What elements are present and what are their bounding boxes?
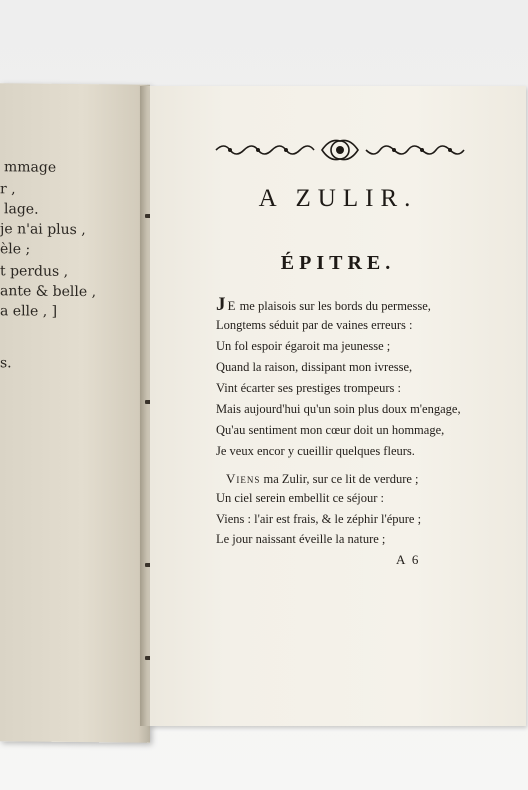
left-line: a elle , ] [0, 303, 58, 320]
poem-line: Longtems séduit par de vaines erreurs : [216, 318, 413, 332]
left-line: èle ; [0, 241, 31, 258]
poem-line: Viens : l'air est frais, & le zéphir l'épure ; [216, 512, 422, 526]
small-caps-word: Viens [226, 471, 261, 486]
poem-line: Le jour naissant éveille la nature ; [216, 532, 386, 546]
left-line: r , [0, 181, 16, 198]
left-line: s. [0, 355, 12, 372]
page-title: A ZULIR. [258, 185, 418, 212]
left-line: mmage [4, 159, 57, 176]
poem-line-text: me plaisois sur les bords du permesse, [236, 299, 431, 313]
poem-line: Je veux encor y cueillir quelques fleurs. [216, 444, 415, 458]
poem-line: Quand la raison, dissipant mon ivresse, [216, 360, 413, 374]
left-line: je n'ai plus , [0, 221, 86, 239]
poem-line: Mais aujourd'hui qu'un soin plus doux m'engage, [216, 402, 461, 416]
left-line: ante & belle , [0, 283, 97, 301]
poem-line: Vint écarter ses prestiges trompeurs : [216, 381, 401, 395]
left-page [0, 83, 150, 743]
left-page-text [0, 83, 150, 743]
poem-line: Qu'au sentiment mon cœur doit un hommage, [216, 423, 445, 437]
small-caps-word: E [227, 298, 237, 313]
poem-line-text: ma Zulir, sur ce lit de verdure ; [260, 472, 419, 486]
page-subtitle: ÉPITRE. [280, 252, 396, 274]
poem-line-first [226, 471, 419, 487]
drop-cap: J [216, 294, 228, 315]
ornament-headpiece-icon [214, 136, 466, 164]
poem-line: Un fol espoir égaroit ma jeunesse ; [216, 339, 391, 353]
left-line: lage. [4, 201, 39, 218]
left-line: t perdus , [0, 263, 69, 280]
signature-mark: A 6 [396, 552, 421, 567]
poem-line: Un ciel serein embellit ce séjour : [216, 491, 384, 505]
poem-line-first [216, 294, 431, 316]
right-page [150, 86, 526, 726]
